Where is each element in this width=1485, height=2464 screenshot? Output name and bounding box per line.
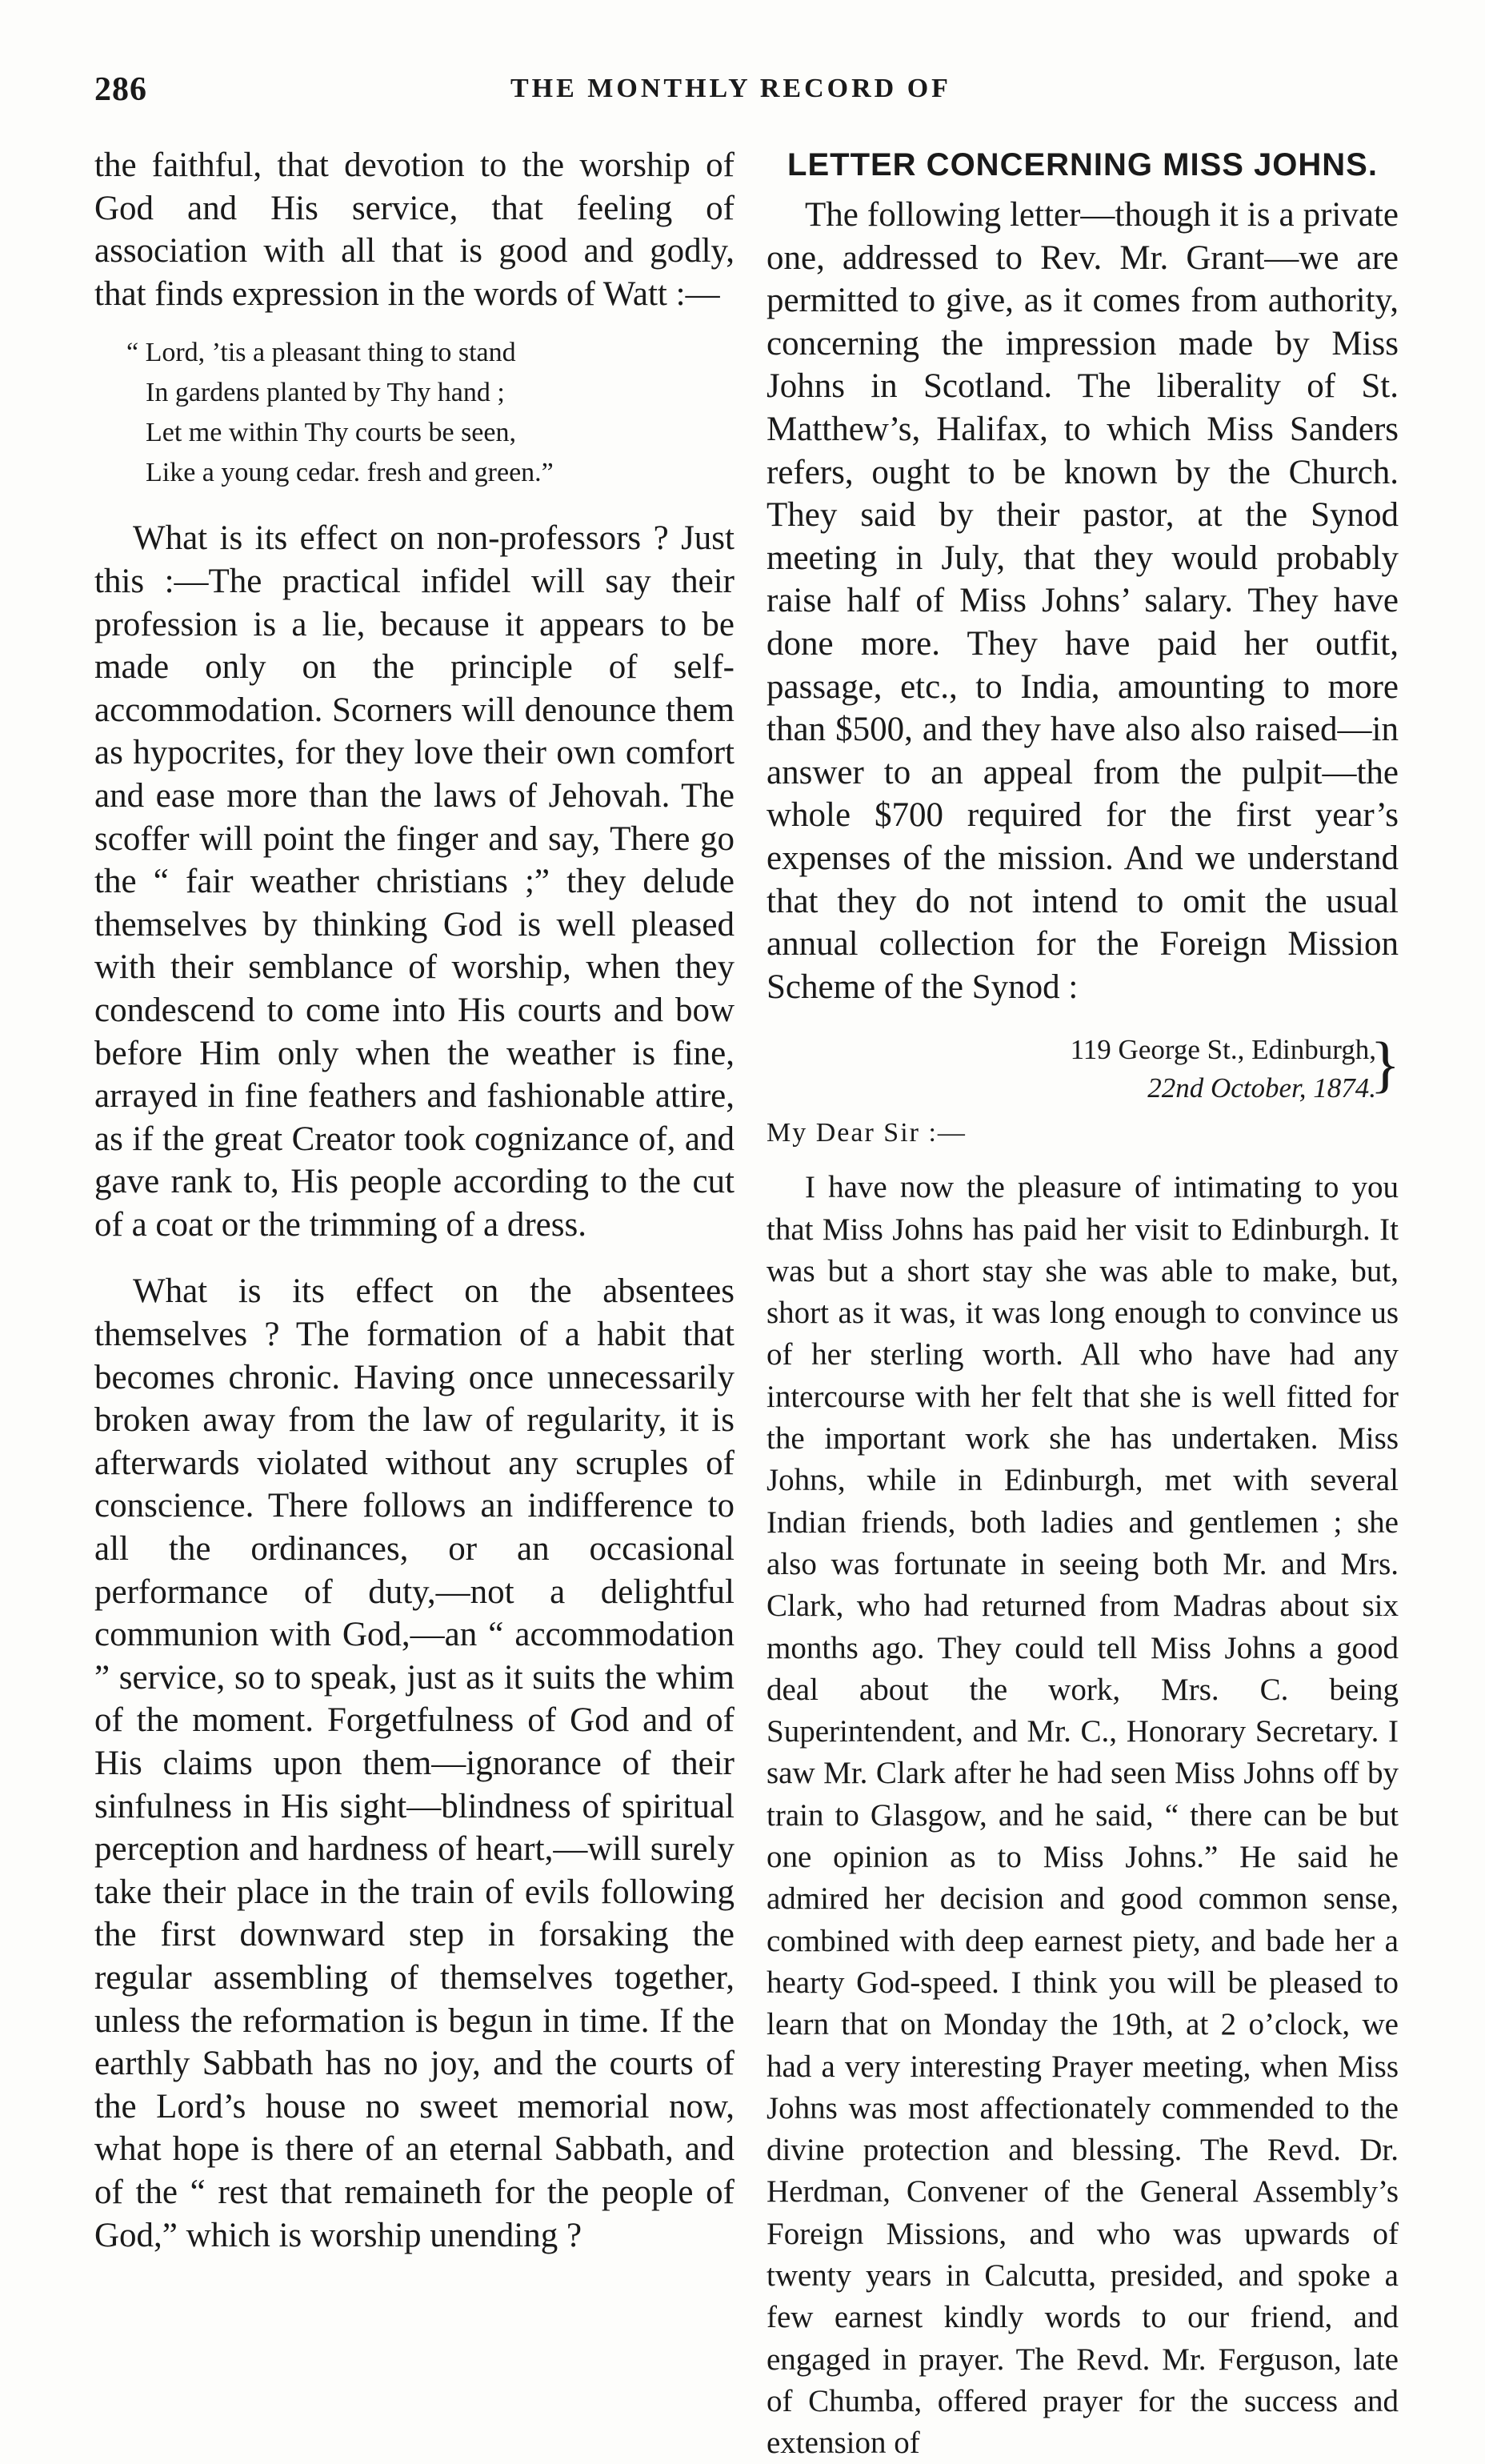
verse-line-4: Like a young cedar. fresh and green.” [146,458,554,488]
letter-body: I have now the pleasure of intimating to you that Miss Johns has paid her visit to Edinburgh. It was but a short stay she was able to make, but, short as it was, it was long enough to convince us of her sterling worth. All who have had any intercourse with her felt that she is well fitted for the important work she has undertaken. Miss Johns, while in Edinburgh, met with several Indian friends, both ladies and gentlemen ; she also was fortunate in seeing both Mr. and Mrs. Clark, who had returned from Madras about six months ago. They could tell Miss Johns a good deal about the work, Mrs. C. being Superintendent, and Mr. C., Honorary Secretary. I saw Mr. Clark after he had seen Miss Johns off by train to Glasgow, and he said, “ there can be but one opinion as to Miss Johns.” He said he admired her decision and good common sense, combined with deep earnest piety, and bade her a hearty God-speed. I think you will be pleased to learn that on Monday the 19th, at 2 o’clock, we had a very interesting Prayer meeting, when Miss Johns was most affectionately commended to the divine protection and blessing. The Revd. Dr. Herdman, Convener of the General Assembly’s Foreign Missions, and who was upwards of twenty years in Calcutta, presided, and spoke a few earnest kindly words to our friend, and engaged in prayer. The Revd. Mr. Ferguson, late of Chumba, offered prayer for the success and extension of [767,1170,1399,2461]
running-head [94,70,1375,118]
left-column [94,144,734,2257]
brace-glyph: } [1370,1029,1400,1100]
address-line-1: 119 George St., Edinburgh, [1070,1034,1376,1066]
page-number: 286 [94,71,147,108]
quoted-verse [126,333,734,493]
verse-line-3: Let me within Thy courts be seen, [146,418,516,448]
left-paragraph-2: What is its effect on non-professors ? Just this :—The practical infidel will say their profession is a lie, because it appears to be made only on the principle of self-accommodation. Scorners will denounce them as hypocrites, for they love their own comfort and ease more than the laws of Jehovah. The scoffer will point the finger and say, There go the “ fair weather christians ;” they delude themselves by thinking God is well pleased with their semblance of worship, when they condescend to come into His courts and bow before Him only when the weather is fine, arrayed in fine feathers and fashionable attire, as if the great Creator took cognizance of, and gave rank to, His people according to the cut of a coat or the trimming of a dress. [94,519,734,1244]
intro-paragraph: The following letter—though it is a private one, addressed to Rev. Mr. Grant—we are permitted to give, as it comes from authority, concerning the impression made by Miss Johns in Scotland. The liberality of St. Matthew’s, Halifax, to which Miss Sanders refers, ought to be known by the Church. They said by their pastor, at the Synod meeting in July, that they would probably raise half of Miss Johns’ salary. They have done more. They have paid her outfit, passage, etc., to India, amounting to more than $500, and they have also also raised—in answer to an appeal from the pulpit—the whole $700 required for the first year’s expenses of the mission. And we understand that they do not intend to omit the usual annual collection for the Foreign Mission Scheme of the Synod : [767,196,1399,1006]
letter-date: 22nd October, 1874. [1147,1072,1376,1104]
left-paragraph-3: What is its effect on the absentees themselves ? The formation of a habit that becomes chronic. Having once unnecessarily broken away from the law of regularity, it is afterwards violated without any scruples of conscience. There follows an indifference to all the ordinances, or an occasional performance of duty,—not a delightful communion with God,—an “ accommodation ” service, so to speak, just as it suits the whim of the moment. Forgetfulness of God and of His claims upon them—ignorance of their sinfulness in His sight—blindness of spiritual perception and hardness of heart,—will surely take their place in the train of evils following the first downward step in forsaking the regular assembling of themselves together, unless the reformation is begun in time. If the earthly Sabbath has no joy, and the courts of the Lord’s house no sweet memorial now, what hope is there of an eternal Sabbath, and of the “ rest that remaineth for the people of God,” which is worship unending ? [94,1272,734,2254]
right-column [767,144,1399,2464]
verse-line-2: In gardens planted by Thy hand ; [146,378,505,408]
salutation: My Dear Sir :— [767,1118,967,1148]
verse-line-1: “ Lord, ’tis a pleasant thing to stand [126,338,516,368]
article-title: LETTER CONCERNING MISS JOHNS. [787,147,1378,182]
running-title: THE MONTHLY RECORD OF [510,74,951,103]
left-paragraph-1: the faithful, that devotion to the worship of God and His service, that feeling of association with all that is good and godly, that finds expression in the words of Watt :— [94,146,734,313]
letter-address [767,1029,1400,1108]
